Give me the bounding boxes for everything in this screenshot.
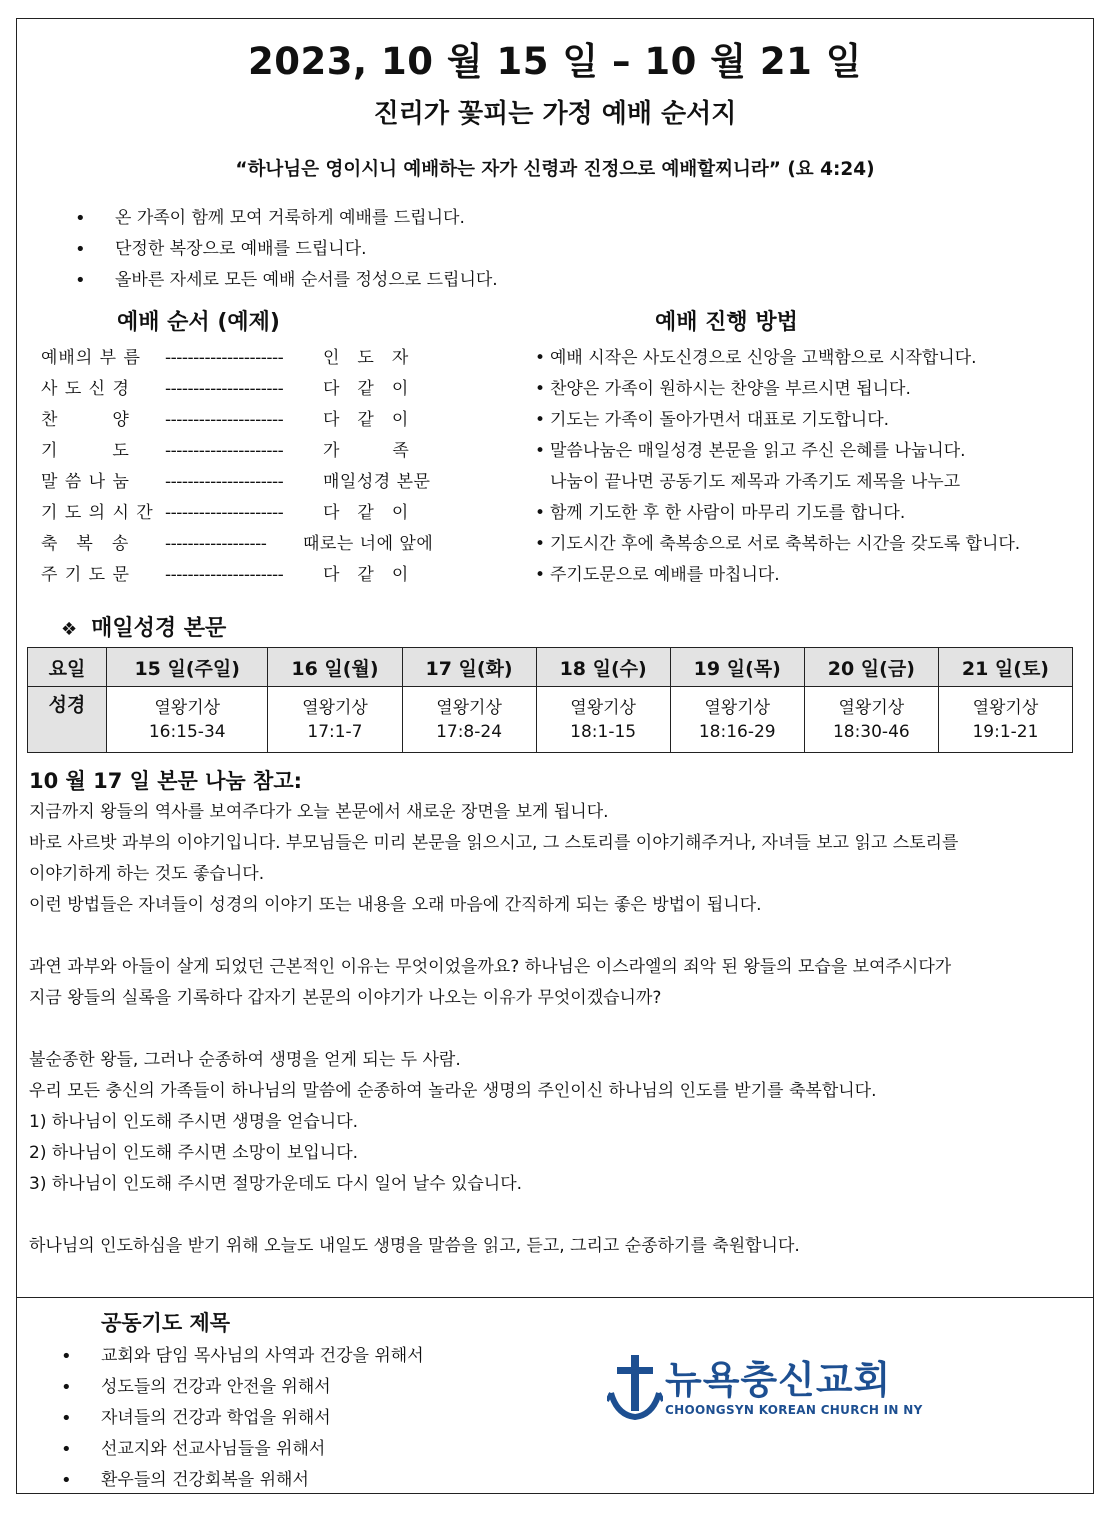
note-line: 1) 하나님이 인도해 주시면 생명을 얻습니다. xyxy=(29,1112,359,1132)
method-heading: 예배 진행 방법 xyxy=(655,310,798,335)
header-cell: 16 일(월) xyxy=(268,648,402,687)
prayer-list xyxy=(61,1341,424,1496)
passage-ref: 19:1-21 xyxy=(972,721,1039,742)
note-line xyxy=(29,1200,1079,1231)
note-line: 불순종한 왕들, 그러나 순종하여 생명을 얻게 되는 두 사람. xyxy=(29,1050,461,1070)
rule-item: • 온 가족이 함께 모여 거룩하게 예배를 드립니다. xyxy=(75,203,498,234)
method-text: 기도는 가족이 돌아가면서 대표로 기도합니다. xyxy=(550,410,890,430)
order-heading: 예배 순서 (예제) xyxy=(117,310,280,335)
prayer-item: • 선교지와 선교사님들을 위해서 xyxy=(61,1434,424,1465)
passage-ref: 18:16-29 xyxy=(698,721,776,742)
prayer-item: • 교회와 담임 목사님의 사역과 건강을 위해서 xyxy=(61,1341,424,1372)
worship-method xyxy=(535,343,1020,591)
note-line: 3) 하나님이 인도해 주시면 절망가운데도 다시 일어 날수 있습니다. xyxy=(29,1174,523,1194)
bible-heading-text: 매일성경 본문 xyxy=(91,616,227,641)
method-item xyxy=(535,498,1020,529)
order-dash: --------------------- xyxy=(165,348,284,368)
order-leader: 다 같 이 xyxy=(323,379,409,399)
note-line: 하나님의 인도하심을 받기 위해 오늘도 내일도 생명을 말씀을 읽고, 듣고, 그리고 순종하기를 축원합니다. xyxy=(29,1236,800,1256)
method-text: 함께 기도한 후 한 사람이 마무리 기도를 합니다. xyxy=(550,503,906,523)
table-cell xyxy=(268,687,402,753)
method-item xyxy=(535,374,1020,405)
order-leader: 인 도 자 xyxy=(323,348,409,368)
header-cell: 요일 xyxy=(28,648,107,687)
order-row xyxy=(41,374,443,405)
method-text: 예배 시작은 사도신경으로 신앙을 고백함으로 시작합니다. xyxy=(550,348,977,368)
order-leader: 가 족 xyxy=(323,441,410,461)
bullet: • xyxy=(535,379,546,399)
book-name: 열왕기상 xyxy=(838,697,905,718)
table-cell xyxy=(938,687,1072,753)
bullet: • xyxy=(535,441,546,461)
method-text: 말씀나눔은 매일성경 본문을 읽고 주신 은혜를 나눕니다. xyxy=(550,441,966,461)
logo-english-name: CHOONGSYN KOREAN CHURCH IN NY xyxy=(665,1403,923,1417)
note-line xyxy=(29,1014,1079,1045)
order-leader: 매일성경 본문 xyxy=(323,472,431,492)
order-row xyxy=(41,529,443,560)
section-divider xyxy=(17,1297,1093,1298)
note-line: 과연 과부와 아들이 살게 되었던 근본적인 이유는 무엇이었을까요? 하나님은 이스라엘의 죄악 된 왕들의 모습을 보여주시다가 xyxy=(29,957,952,977)
order-name: 주 기 도 문 xyxy=(41,565,130,585)
logo-korean-name: 뉴욕충신교회 xyxy=(665,1358,892,1402)
order-row xyxy=(41,467,443,498)
order-dash: --------------------- xyxy=(165,472,284,492)
prayer-item: • 환우들의 건강회복을 위해서 xyxy=(61,1465,424,1496)
note-line: 지금 왕들의 실록을 기록하다 갑자기 본문의 이야기가 나오는 이유가 무엇이겠습니까? xyxy=(29,988,662,1008)
order-leader: 다 같 이 xyxy=(323,410,409,430)
cross-anchor-icon xyxy=(607,1349,663,1425)
method-text: 나눔이 끝나면 공동기도 제목과 가족기도 제목을 나누고 xyxy=(550,472,961,492)
page-title: 2023, 10 월 15 일 – 10 월 21 일 xyxy=(248,40,862,83)
bullet: • xyxy=(535,410,546,430)
method-text: 찬양은 가족이 원하시는 찬양을 부르시면 됩니다. xyxy=(550,379,911,399)
note-line: 바로 사르밧 과부의 이야기입니다. 부모님들은 미리 본문을 읽으시고, 그 스토리를 이야기해주거나, 자녀들 보고 읽고 스토리를 xyxy=(29,833,959,853)
passage-ref: 18:30-46 xyxy=(832,721,910,742)
book-name: 열왕기상 xyxy=(154,697,221,718)
order-name: 예배의 부 름 xyxy=(41,348,141,368)
header-cell: 20 일(금) xyxy=(804,648,938,687)
order-dash: --------------------- xyxy=(165,503,284,523)
bullet: • xyxy=(535,348,546,368)
book-name: 열왕기상 xyxy=(704,697,771,718)
book-name: 열왕기상 xyxy=(972,697,1039,718)
method-text: 기도시간 후에 축복송으로 서로 축복하는 시간을 갖도록 합니다. xyxy=(550,534,1021,554)
order-leader: 때로는 너에 앞에 xyxy=(303,534,434,554)
note-line xyxy=(29,921,1079,952)
header-cell: 15 일(주일) xyxy=(107,648,268,687)
order-row xyxy=(41,436,443,467)
method-item xyxy=(535,405,1020,436)
note-line: 이런 방법들은 자녀들이 성경의 이야기 또는 내용을 오래 마음에 간직하게 되는 좋은 방법이 됩니다. xyxy=(29,895,762,915)
order-name: 사 도 신 경 xyxy=(41,379,130,399)
bible-section-heading xyxy=(61,611,226,642)
order-dash: --------------------- xyxy=(165,379,284,399)
table-cell xyxy=(670,687,804,753)
rule-item: • 올바른 자세로 모든 예배 순서를 정성으로 드립니다. xyxy=(75,265,498,296)
method-item xyxy=(535,529,1020,560)
worship-order xyxy=(41,343,443,591)
method-item xyxy=(535,436,1020,467)
note-line: 지금까지 왕들의 역사를 보여주다가 오늘 본문에서 새로운 장면을 보게 됩니다. xyxy=(29,802,609,822)
order-name: 기 도 의 시 간 xyxy=(41,503,154,523)
order-name: 기 도 xyxy=(41,441,130,461)
method-item xyxy=(535,343,1020,374)
page-frame xyxy=(16,18,1094,1494)
worship-rules xyxy=(75,203,498,296)
order-leader: 다 같 이 xyxy=(323,503,409,523)
book-name: 열왕기상 xyxy=(436,697,502,718)
prayer-heading: 공동기도 제목 xyxy=(101,1311,231,1335)
bible-schedule-table xyxy=(27,647,1073,753)
church-logo xyxy=(607,1349,937,1429)
order-dash: --------------------- xyxy=(165,410,284,430)
order-row xyxy=(41,405,443,436)
prayer-item: • 성도들의 건강과 안전을 위해서 xyxy=(61,1372,424,1403)
passage-ref: 18:1-15 xyxy=(570,721,637,742)
header-cell: 21 일(토) xyxy=(938,648,1072,687)
passage-ref: 17:8-24 xyxy=(436,721,503,742)
order-dash: --------------------- xyxy=(165,441,284,461)
rule-item: • 단정한 복장으로 예배를 드립니다. xyxy=(75,234,498,265)
order-name: 말 씀 나 눔 xyxy=(41,472,130,492)
bullet: • xyxy=(535,565,546,585)
table-cell xyxy=(107,687,268,753)
header-cell: 18 일(수) xyxy=(536,648,670,687)
method-item xyxy=(535,560,1020,591)
order-dash: --------------------- xyxy=(165,565,284,585)
method-item xyxy=(535,467,1020,498)
order-name: 축 복 송 xyxy=(41,534,130,554)
bullet: • xyxy=(535,503,546,523)
order-dash: ------------------ xyxy=(165,534,267,554)
note-line: 우리 모든 충신의 가족들이 하나님의 말씀에 순종하여 놀라운 생명의 주인이신 하나님의 인도를 받기를 축복합니다. xyxy=(29,1081,877,1101)
bullet: • xyxy=(535,534,546,554)
diamond-icon: ❖ xyxy=(61,619,78,640)
table-cell xyxy=(402,687,536,753)
note-heading: 10 월 17 일 본문 나눔 참고: xyxy=(29,769,302,793)
sermon-note xyxy=(29,797,1079,1262)
passage-ref: 17:1-7 xyxy=(307,721,363,742)
prayer-item: • 자녀들의 건강과 학업을 위해서 xyxy=(61,1403,424,1434)
table-cell xyxy=(536,687,670,753)
page-subtitle: 진리가 꽃피는 가정 예배 순서지 xyxy=(373,99,737,129)
order-name: 찬 양 xyxy=(41,410,130,430)
book-name: 열왕기상 xyxy=(302,697,368,718)
order-row xyxy=(41,498,443,529)
table-header-row xyxy=(28,648,1073,687)
note-line: 이야기하게 하는 것도 좋습니다. xyxy=(29,864,265,884)
order-row xyxy=(41,560,443,591)
note-line: 2) 하나님이 인도해 주시면 소망이 보입니다. xyxy=(29,1143,359,1163)
book-name: 열왕기상 xyxy=(570,697,636,718)
method-text: 주기도문으로 예배를 마칩니다. xyxy=(550,565,780,585)
header-cell: 17 일(화) xyxy=(402,648,536,687)
passage-ref: 16:15-34 xyxy=(148,721,226,742)
order-leader: 다 같 이 xyxy=(323,565,409,585)
table-row xyxy=(28,687,1073,753)
order-row xyxy=(41,343,443,374)
scripture-verse: “하나님은 영이시니 예배하는 자가 신령과 진정으로 예배할찌니라” (요 4:24) xyxy=(235,159,875,180)
row-label: 성경 xyxy=(28,687,107,753)
header-cell: 19 일(목) xyxy=(670,648,804,687)
table-cell xyxy=(804,687,938,753)
